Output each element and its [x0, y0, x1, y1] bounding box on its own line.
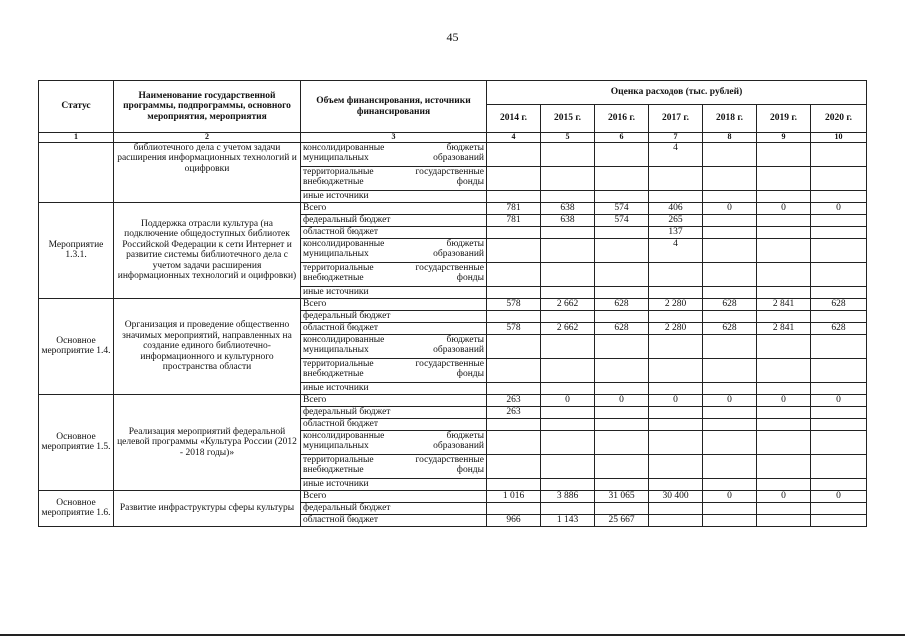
value-cell: [541, 334, 595, 358]
funding-source-cell: консолидированные бюджеты муниципальных образований: [301, 430, 487, 454]
value-cell: [595, 406, 649, 418]
header-expense-estimate: Оценка расходов (тыс. рублей): [487, 81, 867, 105]
value-cell: [757, 502, 811, 514]
value-cell: 2 662: [541, 298, 595, 310]
value-cell: [703, 262, 757, 286]
value-cell: 0: [703, 490, 757, 502]
value-cell: [703, 334, 757, 358]
value-cell: [811, 514, 867, 526]
value-cell: [811, 238, 867, 262]
value-cell: [703, 238, 757, 262]
funding-source-cell: Всего: [301, 202, 487, 214]
value-cell: 578: [487, 322, 541, 334]
value-cell: [757, 286, 811, 298]
value-cell: 0: [595, 394, 649, 406]
value-cell: [811, 142, 867, 166]
value-cell: [487, 310, 541, 322]
value-cell: 781: [487, 214, 541, 226]
value-cell: [487, 262, 541, 286]
value-cell: [649, 478, 703, 490]
value-cell: 1 143: [541, 514, 595, 526]
value-cell: [595, 262, 649, 286]
funding-source-cell: консолидированные бюджеты муниципальных образований: [301, 238, 487, 262]
header-year: 2019 г.: [757, 105, 811, 133]
value-cell: [595, 310, 649, 322]
value-cell: [649, 454, 703, 478]
value-cell: [703, 310, 757, 322]
value-cell: [703, 418, 757, 430]
value-cell: [487, 418, 541, 430]
value-cell: [541, 406, 595, 418]
page-number: 45: [446, 30, 459, 44]
funding-source-cell: федеральный бюджет: [301, 310, 487, 322]
header-program-name: Наименование государственной программы, подпрограммы, основного мероприятия, мероприятия: [114, 81, 301, 133]
value-cell: 628: [595, 298, 649, 310]
program-name-cell: Развитие инфраструктуры сферы культуры: [114, 490, 301, 526]
value-cell: [757, 166, 811, 190]
status-cell: Мероприятие 1.3.1.: [39, 202, 114, 298]
value-cell: 2 841: [757, 298, 811, 310]
value-cell: 574: [595, 214, 649, 226]
value-cell: [703, 358, 757, 382]
value-cell: [703, 406, 757, 418]
value-cell: [487, 142, 541, 166]
value-cell: 2 662: [541, 322, 595, 334]
value-cell: [757, 238, 811, 262]
value-cell: [541, 502, 595, 514]
value-cell: [757, 226, 811, 238]
budget-table: [38, 80, 867, 527]
value-cell: 628: [703, 322, 757, 334]
column-number: 2: [114, 133, 301, 143]
value-cell: [595, 418, 649, 430]
column-number: 6: [595, 133, 649, 143]
value-cell: [703, 382, 757, 394]
value-cell: [811, 382, 867, 394]
funding-source-cell: территориальные государственные внебюджетные фонды: [301, 262, 487, 286]
funding-source-cell: Всего: [301, 394, 487, 406]
value-cell: [757, 214, 811, 226]
program-name-cell: библиотечного дела с учетом задачи расширения информационных технологий и оцифровки: [114, 142, 301, 202]
value-cell: [703, 226, 757, 238]
value-cell: [703, 454, 757, 478]
value-cell: [595, 478, 649, 490]
funding-source-cell: федеральный бюджет: [301, 502, 487, 514]
value-cell: [487, 430, 541, 454]
value-cell: [595, 226, 649, 238]
status-cell: Основное мероприятие 1.4.: [39, 298, 114, 394]
table-row: [39, 490, 867, 502]
value-cell: [541, 262, 595, 286]
value-cell: [487, 454, 541, 478]
value-cell: [487, 238, 541, 262]
funding-source-cell: иные источники: [301, 286, 487, 298]
value-cell: [649, 286, 703, 298]
value-cell: 0: [757, 202, 811, 214]
value-cell: 31 065: [595, 490, 649, 502]
value-cell: 265: [649, 214, 703, 226]
header-funding-source: Объем финансирования, источники финансирования: [301, 81, 487, 133]
value-cell: [811, 286, 867, 298]
value-cell: [757, 514, 811, 526]
value-cell: [649, 166, 703, 190]
table-row: [39, 298, 867, 310]
value-cell: [811, 214, 867, 226]
value-cell: 0: [703, 202, 757, 214]
column-number: 8: [703, 133, 757, 143]
value-cell: [541, 310, 595, 322]
value-cell: [649, 406, 703, 418]
value-cell: 2 280: [649, 298, 703, 310]
funding-source-cell: территориальные государственные внебюджетные фонды: [301, 454, 487, 478]
value-cell: 25 667: [595, 514, 649, 526]
value-cell: [757, 478, 811, 490]
value-cell: [487, 502, 541, 514]
value-cell: [757, 310, 811, 322]
value-cell: [811, 226, 867, 238]
value-cell: [703, 514, 757, 526]
value-cell: [487, 166, 541, 190]
value-cell: [811, 166, 867, 190]
funding-source-cell: областной бюджет: [301, 322, 487, 334]
value-cell: [487, 358, 541, 382]
funding-source-cell: областной бюджет: [301, 514, 487, 526]
column-number: 1: [39, 133, 114, 143]
value-cell: 638: [541, 202, 595, 214]
program-name-cell: Реализация мероприятий федеральной целевой программы «Культура России (2012 - 2018 годы)»: [114, 394, 301, 490]
value-cell: 2 841: [757, 322, 811, 334]
header-year: 2016 г.: [595, 105, 649, 133]
value-cell: [757, 430, 811, 454]
value-cell: [649, 382, 703, 394]
value-cell: 0: [649, 394, 703, 406]
value-cell: 628: [811, 322, 867, 334]
value-cell: [811, 418, 867, 430]
page-bottom-rule: [0, 634, 905, 636]
column-number: 10: [811, 133, 867, 143]
value-cell: 0: [541, 394, 595, 406]
value-cell: [541, 418, 595, 430]
value-cell: [811, 430, 867, 454]
funding-source-cell: Всего: [301, 298, 487, 310]
value-cell: 0: [811, 202, 867, 214]
value-cell: 628: [811, 298, 867, 310]
value-cell: 4: [649, 142, 703, 166]
value-cell: [811, 262, 867, 286]
funding-source-cell: федеральный бюджет: [301, 214, 487, 226]
header-year: 2018 г.: [703, 105, 757, 133]
funding-source-cell: иные источники: [301, 478, 487, 490]
table-row: [39, 202, 867, 214]
table-row: [39, 142, 867, 166]
value-cell: [595, 190, 649, 202]
value-cell: [703, 166, 757, 190]
value-cell: [811, 334, 867, 358]
funding-source-cell: областной бюджет: [301, 418, 487, 430]
value-cell: [541, 190, 595, 202]
value-cell: 0: [811, 490, 867, 502]
column-number: 3: [301, 133, 487, 143]
column-number: 9: [757, 133, 811, 143]
value-cell: 3 886: [541, 490, 595, 502]
value-cell: [487, 286, 541, 298]
value-cell: [757, 418, 811, 430]
value-cell: [595, 454, 649, 478]
value-cell: [649, 514, 703, 526]
funding-source-cell: территориальные государственные внебюджетные фонды: [301, 166, 487, 190]
value-cell: [595, 502, 649, 514]
value-cell: [541, 166, 595, 190]
value-cell: [757, 382, 811, 394]
value-cell: [649, 262, 703, 286]
value-cell: [757, 454, 811, 478]
status-cell: Основное мероприятие 1.6.: [39, 490, 114, 526]
program-name-cell: Поддержка отрасли культура (на подключение общедоступных библиотек Российской Федерации к сети Интернет и развитие системы библиотечного дела с учетом задачи расширения информационных технологий и оцифровки): [114, 202, 301, 298]
header-year: 2015 г.: [541, 105, 595, 133]
value-cell: 263: [487, 406, 541, 418]
header-status: Статус: [39, 81, 114, 133]
value-cell: [595, 142, 649, 166]
value-cell: [649, 310, 703, 322]
value-cell: [703, 142, 757, 166]
value-cell: [649, 502, 703, 514]
value-cell: 0: [703, 394, 757, 406]
value-cell: [811, 358, 867, 382]
column-number: 4: [487, 133, 541, 143]
value-cell: [703, 430, 757, 454]
value-cell: [811, 478, 867, 490]
program-name-cell: Организация и проведение общественно значимых мероприятий, направленных на создание единого библиотечно-информационного и культурного пространства области: [114, 298, 301, 394]
value-cell: 578: [487, 298, 541, 310]
value-cell: [541, 454, 595, 478]
value-cell: [541, 430, 595, 454]
header-year: 2017 г.: [649, 105, 703, 133]
funding-source-cell: консолидированные бюджеты муниципальных образований: [301, 334, 487, 358]
value-cell: 638: [541, 214, 595, 226]
value-cell: [541, 478, 595, 490]
value-cell: 966: [487, 514, 541, 526]
value-cell: 628: [703, 298, 757, 310]
value-cell: [541, 238, 595, 262]
value-cell: 0: [811, 394, 867, 406]
value-cell: 574: [595, 202, 649, 214]
status-cell: Основное мероприятие 1.5.: [39, 394, 114, 490]
value-cell: [487, 382, 541, 394]
value-cell: 1 016: [487, 490, 541, 502]
value-cell: 137: [649, 226, 703, 238]
value-cell: 406: [649, 202, 703, 214]
header-year: 2014 г.: [487, 105, 541, 133]
value-cell: [703, 190, 757, 202]
value-cell: [811, 310, 867, 322]
value-cell: [487, 226, 541, 238]
status-cell: [39, 142, 114, 202]
value-cell: 0: [757, 394, 811, 406]
value-cell: [595, 166, 649, 190]
funding-source-cell: иные источники: [301, 382, 487, 394]
value-cell: [811, 190, 867, 202]
value-cell: [595, 334, 649, 358]
value-cell: [811, 502, 867, 514]
value-cell: 628: [595, 322, 649, 334]
value-cell: [649, 190, 703, 202]
value-cell: [649, 418, 703, 430]
value-cell: [703, 478, 757, 490]
funding-source-cell: иные источники: [301, 190, 487, 202]
value-cell: [595, 238, 649, 262]
value-cell: [595, 358, 649, 382]
column-number: 7: [649, 133, 703, 143]
value-cell: [541, 358, 595, 382]
value-cell: [541, 382, 595, 394]
value-cell: [541, 142, 595, 166]
funding-source-cell: Всего: [301, 490, 487, 502]
value-cell: [703, 502, 757, 514]
value-cell: [757, 262, 811, 286]
value-cell: [487, 334, 541, 358]
value-cell: [595, 286, 649, 298]
table-row: [39, 394, 867, 406]
value-cell: [811, 454, 867, 478]
value-cell: [595, 430, 649, 454]
column-number: 5: [541, 133, 595, 143]
value-cell: [649, 430, 703, 454]
value-cell: [703, 214, 757, 226]
value-cell: 30 400: [649, 490, 703, 502]
value-cell: [487, 190, 541, 202]
value-cell: [703, 286, 757, 298]
value-cell: [487, 478, 541, 490]
value-cell: [541, 286, 595, 298]
value-cell: [757, 142, 811, 166]
value-cell: 2 280: [649, 322, 703, 334]
value-cell: [757, 190, 811, 202]
value-cell: 781: [487, 202, 541, 214]
value-cell: [541, 226, 595, 238]
funding-source-cell: консолидированные бюджеты муниципальных образований: [301, 142, 487, 166]
value-cell: [757, 406, 811, 418]
value-cell: 4: [649, 238, 703, 262]
value-cell: [595, 382, 649, 394]
value-cell: [811, 406, 867, 418]
funding-source-cell: территориальные государственные внебюджетные фонды: [301, 358, 487, 382]
value-cell: [757, 334, 811, 358]
value-cell: [649, 358, 703, 382]
header-year: 2020 г.: [811, 105, 867, 133]
value-cell: [757, 358, 811, 382]
funding-source-cell: федеральный бюджет: [301, 406, 487, 418]
funding-source-cell: областной бюджет: [301, 226, 487, 238]
value-cell: 263: [487, 394, 541, 406]
value-cell: [649, 334, 703, 358]
value-cell: 0: [757, 490, 811, 502]
